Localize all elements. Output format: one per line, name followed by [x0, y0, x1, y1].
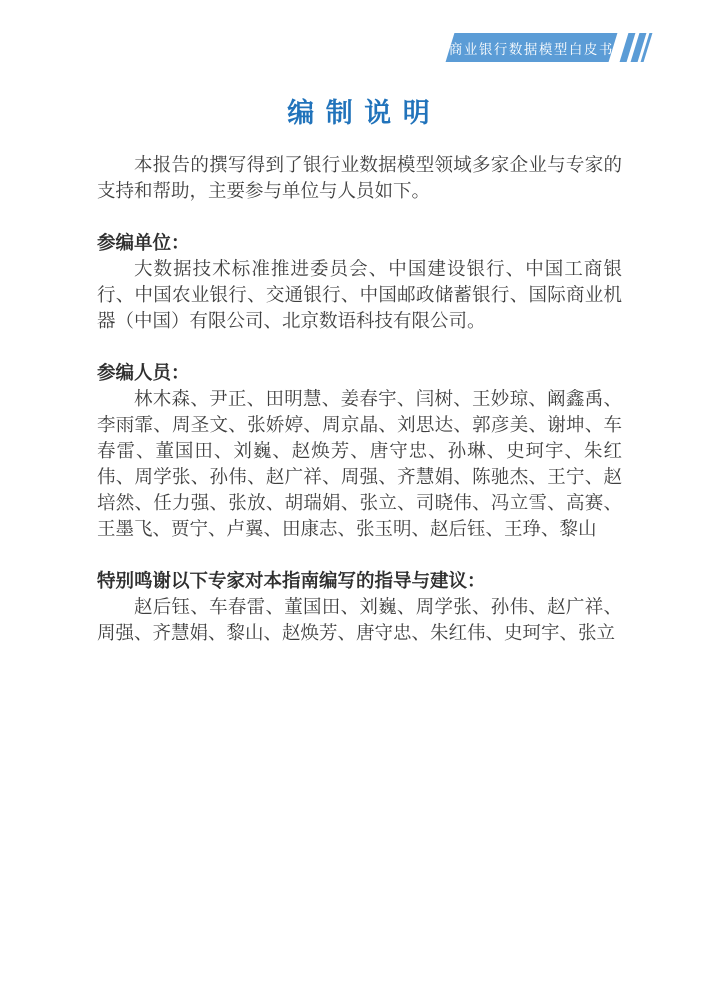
header-banner: [446, 33, 618, 62]
page-title: 编 制 说 明: [287, 98, 432, 128]
section-body-people: 林木森、尹正、田明慧、姜春宇、闫树、王妙琼、阚鑫禹、李雨霏、周圣文、张娇婷、周京晶、刘思达、郭彦美、谢坤、车春雷、董国田、刘巍、赵焕芳、唐守忠、孙琳、史珂宇、朱红伟、周学张、孙伟、赵广祥、周强、齐慧娟、陈驰杰、王宁、赵培然、任力强、张放、胡瑞娟、张立、司晓伟、冯立雪、高赛、王墨飞、贾宁、卢翼、田康志、张玉明、赵后钰、王琤、黎山: [97, 388, 622, 539]
section-heading-units: 参编单位：: [97, 232, 190, 253]
section-body-thanks: 赵后钰、车春雷、董国田、刘巍、周学张、孙伟、赵广祥、周强、齐慧娟、黎山、赵焕芳、唐守忠、朱红伟、史珂宇、张立: [97, 596, 622, 643]
page-content: [97, 96, 622, 646]
section-body-units: 大数据技术标准推进委员会、中国建设银行、中国工商银行、中国农业银行、交通银行、中国邮政储蓄银行、国际商业机器（中国）有限公司、北京数语科技有限公司。: [97, 258, 622, 331]
section-heading-thanks: 特别鸣谢以下专家对本指南编写的指导与建议：: [97, 570, 486, 591]
section-heading-people: 参编人员：: [97, 362, 190, 383]
intro-paragraph: 本报告的撰写得到了银行业数据模型领域多家企业与专家的支持和帮助，主要参与单位与人员如下。: [97, 154, 622, 201]
header-banner-title: 商业银行数据模型白皮书: [449, 41, 614, 57]
